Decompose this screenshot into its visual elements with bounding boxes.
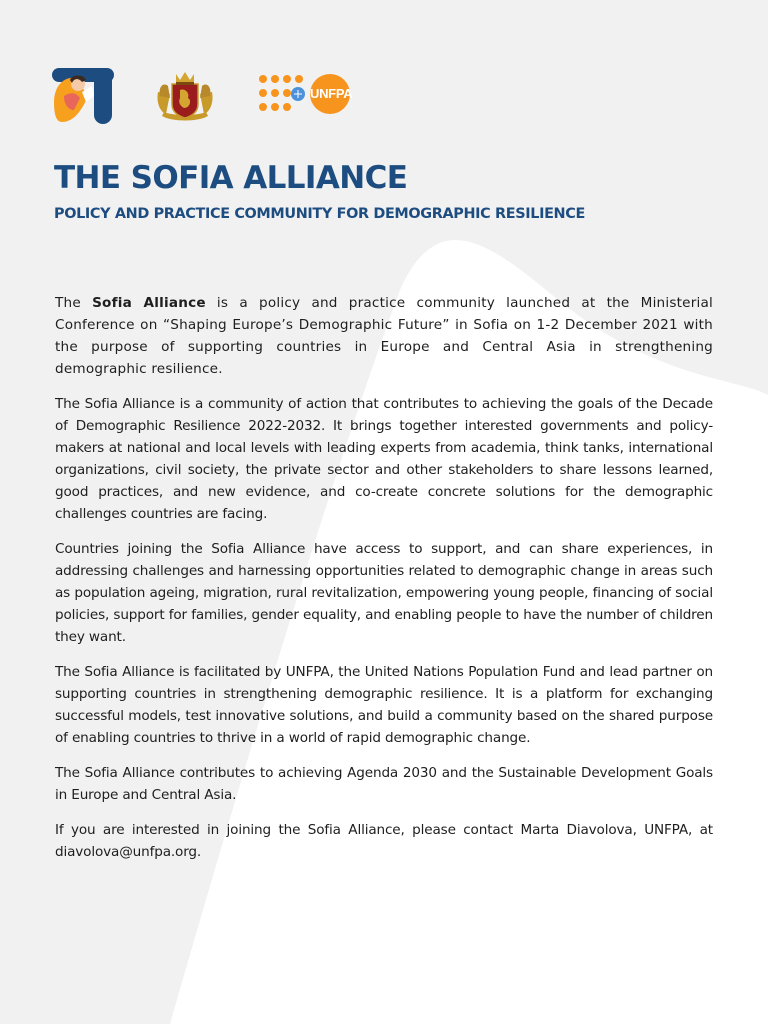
paragraph-countries: Countries joining the Sofia Alliance have access to support, and can share experiences, in addressing challenges and harnessing opportunities related to demographic change in areas such as population ageing, migration, rural revitalization, empowering young people, financing of social policies, support for families, gender equality, and enabling people to have the number of children they want. <box>55 541 713 645</box>
page-subtitle: POLICY AND PRACTICE COMMUNITY FOR DEMOGRAPHIC RESILIENCE <box>54 206 585 222</box>
paragraph-intro <box>55 292 713 380</box>
paragraph-agenda: The Sofia Alliance contributes to achieving Agenda 2030 and the Sustainable Development Goals in Europe and Central Asia. <box>55 765 713 803</box>
unfpa-logo <box>258 74 354 118</box>
bulgaria-coat-of-arms-icon <box>152 68 218 124</box>
unfpa-wordmark: UNFPA <box>310 86 353 101</box>
paragraph-contact: If you are interested in joining the Sofia Alliance, please contact Marta Diavolova, UNFPA, at diavolova@unfpa.org. <box>55 822 713 860</box>
body-text <box>55 292 713 876</box>
intro-prefix: The <box>55 295 93 311</box>
sofia-alliance-logo-icon <box>52 66 114 126</box>
paragraph-unfpa: The Sofia Alliance is facilitated by UNFPA, the United Nations Population Fund and lead partner on supporting countries in strengthening demographic resilience. It is a platform for exchanging successful models, test innovative solutions, and build a community based on the shared purpose of enabling countries to thrive in a world of rapid demographic change. <box>55 664 713 746</box>
page-title: THE SOFIA ALLIANCE <box>54 160 408 196</box>
paragraph-community: The Sofia Alliance is a community of action that contributes to achieving the goals of the Decade of Demographic Resilience 2022-2032. It brings together interested governments and policy-makers at national and local levels with leading experts from academia, think tanks, international organizations, civil society, the private sector and other stakeholders to share lessons learned, good practices, and new evidence, and co-create concrete solutions for the demographic challenges countries are facing. <box>55 396 713 522</box>
intro-bold-name: Sofia Alliance <box>92 295 206 311</box>
intro-rest: is a policy and practice community launched at the Ministerial Conference on “Shaping Europe’s Demographic Future” in Sofia on 1-2 December 2021 with the purpose of supporting countries in Europe and Central Asia in strengthening demographic resilience. <box>55 295 713 377</box>
